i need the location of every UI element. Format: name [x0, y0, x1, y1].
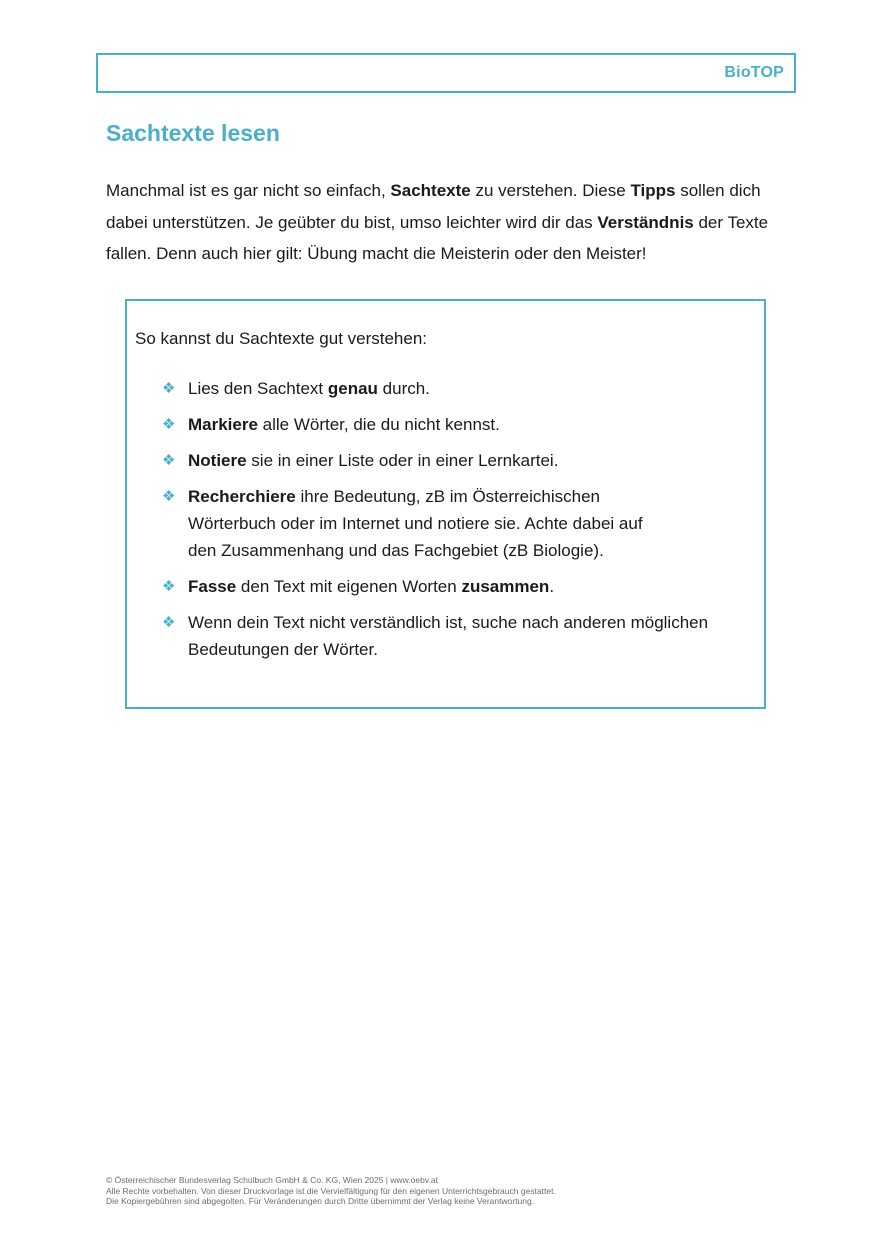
emphasis-text: zusammen [461, 577, 550, 596]
body-text: alle Wörter, die du nicht kennst. [257, 415, 500, 434]
page-title: Sachtexte lesen [106, 120, 280, 146]
emphasis-text: Markiere [188, 415, 258, 434]
body-text: Wenn dein Text nicht verständlich ist, suche nach anderen möglichen [188, 613, 709, 632]
brand-logo-text: BioTOP [724, 64, 784, 81]
footer-line-2: Alle Rechte vorbehalten. Von dieser Druckvorlage ist die Vervielfältigung für den eigenen Unterrichtsgebrauch gestattet. [106, 1185, 556, 1196]
emphasis-text: Recherchiere [188, 487, 296, 506]
tip-item-3 [127, 447, 757, 474]
diamond-bullet-icon: ❖ [162, 488, 176, 505]
emphasis-text: Sachtexte [390, 181, 471, 200]
tip-item-4 [127, 483, 757, 564]
emphasis-text: Tipps [630, 181, 676, 200]
diamond-bullet-icon: ❖ [162, 578, 176, 595]
tip-item-1 [127, 375, 757, 402]
body-text: den Text mit eigenen Worten [236, 577, 462, 596]
intro-paragraph [106, 175, 786, 270]
tip-item-6 [127, 609, 757, 663]
body-text: Lies den Sachtext [188, 379, 328, 398]
tip-item-2 [127, 411, 757, 438]
tips-list [127, 375, 757, 672]
body-text: . [549, 577, 555, 596]
footer-line-1: © Österreichischer Bundesverlag Schulbuch GmbH & Co. KG, Wien 2025 | www.oebv.at [106, 1175, 438, 1185]
footer-line-3: Die Kopiergebühren sind abgegolten. Für Veränderungen durch Dritte übernimmt der Verlag keine Verantwortung. [106, 1196, 535, 1206]
header-frame [96, 53, 796, 93]
footer-copyright [106, 1175, 556, 1207]
emphasis-text: Notiere [188, 451, 247, 470]
body-text: ihre Bedeutung, zB im Österreichischen [295, 487, 600, 506]
body-text: zu verstehen. Diese [470, 181, 631, 200]
body-text: Wörterbuch oder im Internet und notiere sie. Achte dabei auf [188, 514, 643, 533]
tip-item-5 [127, 573, 757, 600]
diamond-bullet-icon: ❖ [162, 452, 176, 469]
tips-heading: So kannst du Sachtexte gut verstehen: [135, 329, 428, 348]
diamond-bullet-icon: ❖ [162, 416, 176, 433]
body-text: Manchmal ist es gar nicht so einfach, [106, 181, 391, 200]
body-text: den Zusammenhang und das Fachgebiet (zB Biologie). [188, 541, 604, 560]
body-text: sollen dich dabei unterstützen. Je geübter du bist, umso leichter wird dir das [106, 181, 761, 232]
body-text: der Texte fallen. Denn auch hier gilt: Übung macht die Meisterin oder den Meister! [106, 212, 769, 263]
diamond-bullet-icon: ❖ [162, 614, 176, 631]
tips-box [125, 299, 766, 709]
emphasis-text: Fasse [188, 577, 237, 596]
body-text: Bedeutungen der Wörter. [188, 640, 378, 659]
emphasis-text: genau [327, 379, 378, 398]
body-text: durch. [377, 379, 430, 398]
emphasis-text: Verständnis [597, 212, 694, 232]
diamond-bullet-icon: ❖ [162, 380, 176, 397]
body-text: sie in einer Liste oder in einer Lernkartei. [246, 451, 559, 470]
